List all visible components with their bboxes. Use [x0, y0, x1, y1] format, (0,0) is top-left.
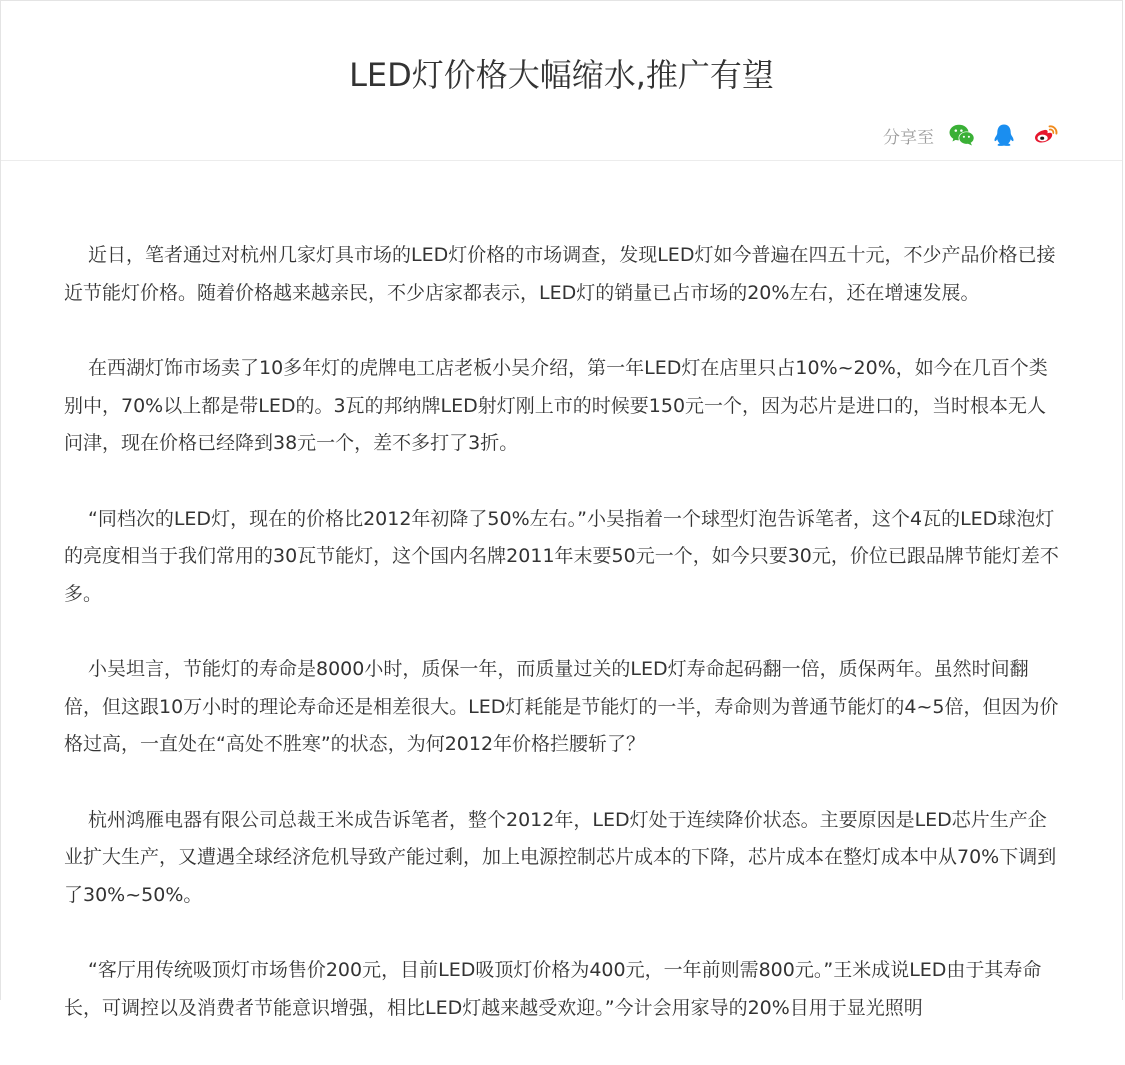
share-bar	[883, 121, 1060, 149]
wechat-icon[interactable]	[948, 121, 976, 149]
weibo-icon[interactable]	[1032, 121, 1060, 149]
article-title: LED灯价格大幅缩水,推广有望	[349, 56, 774, 94]
article-paragraph-5: 杭州鸿雁电器有限公司总裁王米成告诉笔者，整个2012年，LED灯处于连续降价状态。主要原因是LED芯片生产企业扩大生产，又遭遇全球经济危机导致产能过剩，加上电源控制芯片成本的下降，芯片成本在整灯成本中从70%下调到了30%~50%。	[64, 808, 1057, 906]
article-paragraph-2: 在西湖灯饰市场卖了10多年灯的虎牌电工店老板小吴介绍，第一年LED灯在店里只占10%~20%，如今在几百个类别中，70%以上都是带LED的。3瓦的邦纳牌LED射灯刚上市的时候要150元一个，因为芯片是进口的，当时根本无人问津，现在价格已经降到38元一个，差不多打了3折。	[64, 357, 1048, 454]
article-header	[1, 1, 1122, 161]
share-label: 分享至	[883, 127, 934, 148]
article-paragraph-4: 小吴坦言，节能灯的寿命是8000小时，质保一年，而质量过关的LED灯寿命起码翻一倍，质保两年。虽然时间翻倍，但这跟10万小时的理论寿命还是相差很大。LED灯耗能是节能灯的一半，寿命则为普通节能灯的4~5倍，但因为价格过高，一直处在“高处不胜寒”的状态，为何2012年价格拦腰斩了？	[64, 658, 1059, 755]
article-body	[64, 237, 1064, 1065]
article-paragraph-1: 近日，笔者通过对杭州几家灯具市场的LED灯价格的市场调查，发现LED灯如今普遍在四五十元，不少产品价格已接近节能灯价格。随着价格越来越亲民，不少店家都表示，LED灯的销量已占市场的20%左右，还在增速发展。	[64, 244, 1056, 304]
qq-icon[interactable]	[990, 121, 1018, 149]
article-paragraph-6: “客厅用传统吸顶灯市场售价200元，目前LED吸顶灯价格为400元，一年前则需800元。”王米成说LED由于其寿命长，可调控以及消费者节能意识增强，相比LED灯越来越受欢迎。”今计会用家导的20%目用于显光照明	[64, 959, 1042, 1019]
article-paragraph-3: “同档次的LED灯，现在的价格比2012年初降了50%左右。”小吴指着一个球型灯泡告诉笔者，这个4瓦的LED球泡灯的亮度相当于我们常用的30瓦节能灯，这个国内名牌2011年末要50元一个，如今只要30元，价位已跟品牌节能灯差不多。	[64, 507, 1059, 605]
